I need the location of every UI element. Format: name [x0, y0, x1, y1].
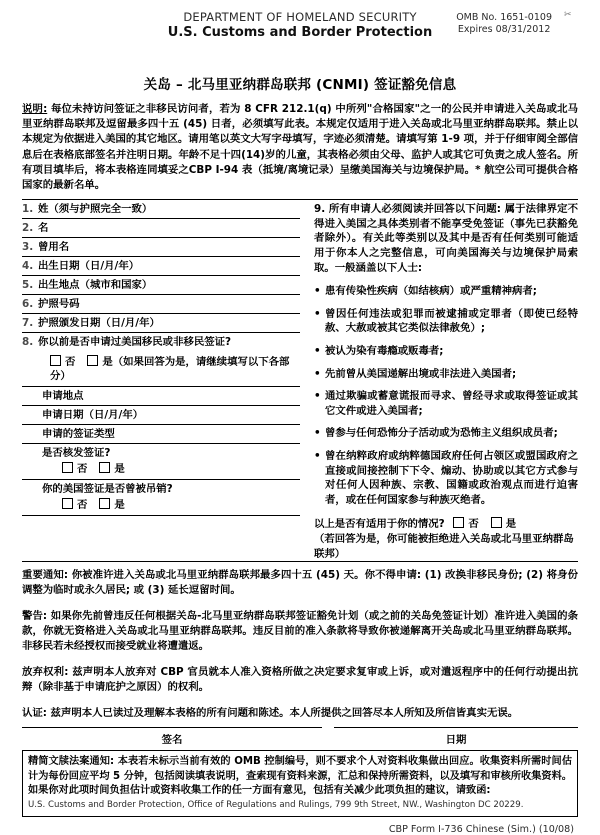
- field-visa-issued: [22, 444, 300, 480]
- column-divider: [300, 200, 310, 561]
- field-visa-type[interactable]: [22, 425, 300, 444]
- q8-yes-note: （如果回答为是，请继续填写以下各部分）: [50, 356, 290, 383]
- question9-answer-note: （若回答为是，你可能被拒绝进入关岛或北马里亚纳群岛联邦）: [314, 532, 574, 560]
- field-visa-revoked: [22, 480, 300, 516]
- visa-issued-question: 是否核发签证?: [42, 447, 111, 460]
- q9-no-label: 否: [468, 518, 479, 531]
- signature-spacer: [322, 727, 334, 746]
- list-item: • 患有传染性疾病（如结核病）或严重精神病者;: [314, 284, 578, 299]
- notice-text: 你被准许进入关岛或北马里亚纳群岛联邦最多四十五 (45) 天。你不得申请: (1) 改换非移民身份; (2) 将身份调整为临时或永久居民; 或 (3) 延长逗留时间。: [22, 569, 579, 597]
- field-number: 7.: [22, 317, 34, 330]
- notice-label: 重要通知:: [22, 569, 69, 582]
- visa-revoked-question: 你的美国签证是否曾被吊销?: [42, 483, 173, 496]
- field-prior-visa-question: [22, 333, 300, 351]
- q8-checkbox-row: [22, 351, 300, 387]
- field-passport-issue-date[interactable]: [22, 314, 300, 333]
- list-item: • 曾参与任何恐怖分子活动或为恐怖主义组织成员者;: [314, 426, 578, 441]
- field-given-name[interactable]: [22, 219, 300, 238]
- q8-yes-label: 是: [102, 356, 113, 369]
- field-number: 1.: [22, 203, 34, 216]
- revoked-no-label: 否: [77, 499, 88, 512]
- field-number: 5.: [22, 279, 34, 292]
- omb-block: [456, 12, 552, 36]
- page-title: 关岛 – 北马里亚纳群岛联邦 (CNMI) 签证豁免信息: [143, 77, 457, 93]
- visa-revoked-options: [42, 498, 300, 512]
- issued-yes-label: 是: [114, 463, 125, 476]
- visa-issued-options: [42, 462, 300, 476]
- signature-section: [22, 727, 578, 746]
- list-item: • 曾因任何违法或犯罪而被逮捕或定罪者（即使已经特赦、大赦或被其它类似法律赦免）;: [314, 307, 578, 336]
- notice-text: 兹声明本人放弃对 CBP 官员就本人准入资格所做之决定要求复审或上诉，或对遣返程序中的任何行动提出抗辩（除非基于申请庇护之原因）的权利。: [22, 666, 578, 694]
- instructions-body: 每位未持访问签证之非移民访问者，若为 8 CFR 212.1(q) 中所列"合格国家"之一的公民并申请进入关岛或北马里亚纳群岛联邦及逗留最多四十五 (45) 日者，必须填写此表。本规定仅适用于进入关岛或北马里亚纳群岛联邦。禁止以本规定为依据进入美国的其它地区。请用笔以英文大写字母填写，字迹必须清楚。请填写第 1-9 项，并于仔细审阅全部信息后在表格底部签名并注明日期。年龄不足十四(14)岁的儿童，其表格必须由父母、监护人或其它可负责之成人签名。所有项目填毕后，将本表格连同填妥之CBP I-94 表（抵境/离境记录）呈缴美国海关与边境保护局。* 航空公司可提供合格国家的最新名单。: [22, 103, 578, 192]
- q8-no-label: 否: [65, 356, 76, 369]
- checkbox-issued-no[interactable]: [62, 462, 73, 473]
- question9-bullet-list: [314, 284, 578, 507]
- list-item: • 通过欺骗或蓄意谎报而寻求、曾经寻求或取得签证或其它文件或进入美国者;: [314, 389, 578, 418]
- question9-intro: 9. 所有申请人必须阅读并回答以下问题: 属于法律界定不得进入美国之具体类别者不能享受免签证（事先已获豁免者除外）。有关此等类别以及其中是否有任何类别可能适用于你本人之完整信息，可向美国海关与边境保护局索取。一般涵盖以下人士:: [314, 203, 578, 274]
- notice-warning: [22, 609, 578, 654]
- paperwork-address: U.S. Customs and Border Protection, Office of Regulations and Rulings, 799 9th Street, NW., Washington DC 20229.: [28, 799, 524, 810]
- date-line: [334, 727, 578, 728]
- instructions-block: [22, 102, 578, 193]
- checkbox-q9-no[interactable]: [453, 517, 464, 528]
- field-label: 申请地点: [42, 390, 84, 403]
- field-label: 申请日期（日/月/年）: [42, 409, 144, 422]
- field-passport-number[interactable]: [22, 295, 300, 314]
- field-number: 8.: [22, 336, 34, 349]
- field-label: 护照号码: [38, 298, 80, 311]
- omb-expiry: Expires 08/31/2012: [457, 24, 551, 35]
- field-number: 4.: [22, 260, 34, 273]
- field-surname[interactable]: [22, 200, 300, 219]
- notice-label: 警告:: [22, 610, 48, 623]
- field-label: 名: [38, 222, 49, 235]
- field-place-of-birth[interactable]: [22, 276, 300, 295]
- notice-waiver-of-rights: [22, 665, 578, 695]
- paperwork-text: 本表若未标示当前有效的 OMB 控制编号，则不要求个人对资料收集做出回应。收集资料所需时间估计为每份回应平均 5 分钟，包括阅读填表说明，查索现有资料来源，汇总和保持所需资料，以及填写和审核所收集资料。如果你对此项时间负担估计或资料收集工作的任一方面有意见，包括有关减少此项负担的建议，请致函:: [28, 756, 573, 797]
- paperwork-reduction-notice: [22, 750, 578, 817]
- notice-text: 如果你先前曾违反任何根据关岛-北马里亚纳群岛联邦签证豁免计划（或之前的关岛免签证计划）准许进入美国的条款，你就无资格进入关岛或北马里亚纳群岛联邦。违反目前的准入条款将导致你被递解离开关岛或北马里亚纳群岛联邦。非移民若未经授权而接受就业将遭遣返。: [22, 610, 578, 653]
- agency-department: DEPARTMENT OF HOMELAND SECURITY: [183, 10, 417, 24]
- checkbox-issued-yes[interactable]: [99, 462, 110, 473]
- form-left-column: [22, 200, 300, 561]
- list-item: • 被认为染有毒瘾或贩毒者;: [314, 344, 578, 359]
- field-label: 出生日期（日/月/年）: [38, 260, 140, 273]
- list-item: • 曾在纳粹政府或纳粹德国政府任何占领区或盟国政府之直接或间接控制下下令、煽动、协助或以其它方式参与对任何人因种族、宗教、国籍或政治观点而进行迫害者，或在任何国家参与种族灭绝者。: [314, 449, 578, 507]
- field-label: 申请的签证类型: [42, 428, 115, 441]
- scissors-icon: ✂: [564, 10, 572, 20]
- signature-label: 签名: [161, 734, 183, 747]
- revoked-yes-label: 是: [114, 499, 125, 512]
- notice-important: [22, 568, 578, 598]
- notice-certification: [22, 706, 578, 721]
- field-date-of-birth[interactable]: [22, 257, 300, 276]
- field-label: 出生地点（城市和国家）: [38, 279, 153, 292]
- agency-block: [85, 10, 515, 41]
- field-label: 你以前是否申请过美国移民或非移民签证?: [38, 336, 232, 349]
- paperwork-label: 精简文牍法案通知:: [28, 756, 115, 768]
- notices-section: [22, 561, 578, 721]
- notice-label: 认证:: [22, 707, 47, 720]
- q9-yes-label: 是: [505, 518, 517, 531]
- checkbox-revoked-yes[interactable]: [99, 498, 110, 509]
- field-application-place[interactable]: [22, 387, 300, 406]
- checkbox-q9-yes[interactable]: [491, 517, 502, 528]
- signature-field[interactable]: [22, 727, 322, 746]
- field-number: 6.: [22, 298, 34, 311]
- checkbox-q8-yes[interactable]: [87, 355, 98, 366]
- field-label: 护照颁发日期（日/月/年）: [38, 317, 160, 330]
- issued-no-label: 否: [77, 463, 88, 476]
- form-footer-id: CBP Form I-736 Chinese (Sim.) (10/08): [388, 823, 574, 835]
- field-application-date[interactable]: [22, 406, 300, 425]
- field-label: 姓（须与护照完全一致）: [38, 203, 153, 216]
- question9-answer-question: 以上是否有适用于你的情况?: [314, 518, 445, 531]
- signature-line: [22, 727, 322, 728]
- checkbox-revoked-no[interactable]: [62, 498, 73, 509]
- list-item: • 先前曾从美国递解出境或非法进入美国者;: [314, 367, 578, 382]
- field-former-name[interactable]: [22, 238, 300, 257]
- question9-answer-block: [314, 517, 578, 561]
- agency-bureau: U.S. Customs and Border Protection: [167, 25, 433, 40]
- field-number: 3.: [22, 241, 34, 254]
- notice-label: 放弃权利:: [22, 666, 69, 679]
- form-right-column: [310, 200, 578, 561]
- field-label: 曾用名: [38, 241, 70, 254]
- q8-answer-options: [22, 355, 300, 383]
- checkbox-q8-no[interactable]: [50, 355, 61, 366]
- instructions-label: 说明:: [22, 103, 48, 115]
- date-field[interactable]: [334, 727, 578, 746]
- document-header: [22, 0, 578, 66]
- omb-number: OMB No. 1651-0109: [456, 12, 552, 23]
- notice-text: 兹声明本人已读过及理解本表格的所有问题和陈述。本人所提供之回答尽本人所知及所信皆真实无误。: [46, 707, 519, 720]
- form-columns: [22, 199, 578, 561]
- field-number: 2.: [22, 222, 34, 235]
- date-label: 日期: [445, 734, 467, 747]
